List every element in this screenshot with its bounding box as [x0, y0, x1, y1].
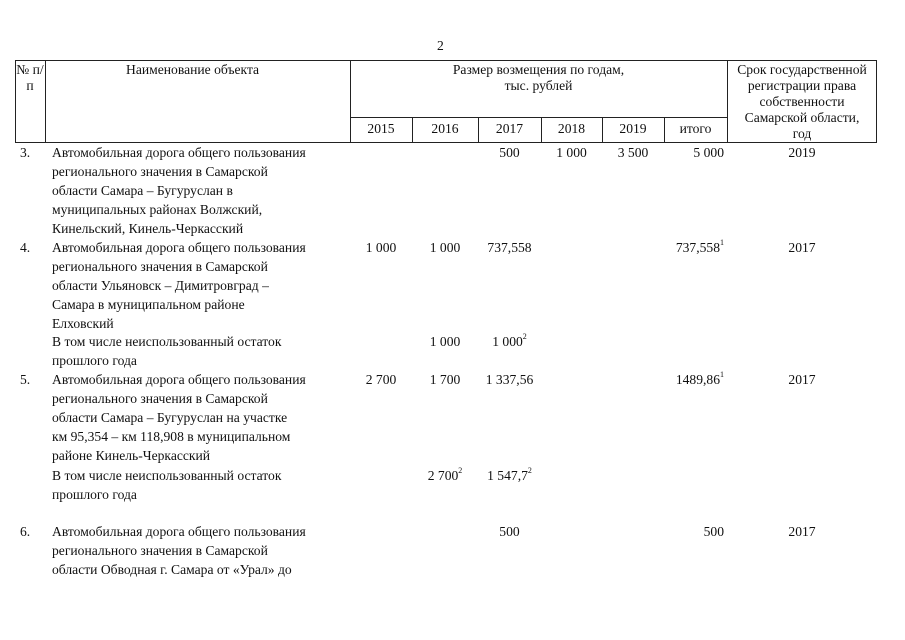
value-total: 737,558$^1$ [675, 238, 724, 255]
header-year-2017: 2017 [495, 121, 524, 136]
value-v2017: 1 337,56 [485, 372, 534, 387]
object-name-line: районе Кинель-Черкасский [52, 448, 211, 463]
value-total: 500 [703, 524, 724, 539]
value-v2015: 2 700 [365, 372, 397, 387]
value-term: 2017 [788, 240, 816, 255]
object-name-line: Самара в муниципальном районе [52, 297, 245, 312]
value-v2016: 1 000 [429, 334, 461, 349]
value-v2017: 1 547,7$^2$ [487, 466, 532, 483]
object-name-line: Автомобильная дорога общего пользования [52, 145, 306, 160]
value-v2018: 1 000 [556, 145, 587, 160]
object-name-line: прошлого года [52, 353, 137, 368]
row-number: 4. [20, 240, 31, 255]
header-num: № п/п [16, 62, 44, 93]
object-name-line: регионального значения в Самарской [52, 391, 268, 406]
header-term-line: Самарской области, [744, 110, 860, 125]
header-term-line: регистрации права [747, 78, 857, 93]
object-name-line: Елховский [52, 316, 114, 331]
object-name-line: области Самара – Бугуруслан на участке [52, 410, 288, 425]
row-number: 5. [20, 372, 31, 387]
header-year-total: итого [679, 121, 712, 136]
value-total: 5 000 [693, 145, 724, 160]
header-term-line: Срок государственной [737, 62, 867, 77]
object-name-line: Автомобильная дорога общего пользования [52, 524, 306, 539]
value-v2016: 2 $700^2$ [427, 466, 463, 483]
header-name: Наименование объекта [126, 62, 260, 77]
value-term: 2017 [788, 372, 816, 387]
col-line-num [45, 60, 46, 143]
object-name-line: Кинельский, Кинель-Черкасский [52, 221, 244, 236]
value-v2015: 1 000 [365, 240, 397, 255]
value-v2019: 3 500 [617, 145, 649, 160]
header-term-line: собственности [759, 94, 845, 109]
value-v2017: 500 [499, 145, 520, 160]
value-v2017: 500 [499, 524, 520, 539]
object-name-line: Автомобильная дорога общего пользования [52, 372, 306, 387]
value-v2016: 1 000 [429, 240, 461, 255]
years-row-divider [350, 117, 727, 118]
page-number: 2 [437, 38, 444, 53]
object-name-line: Автомобильная дорога общего пользования [52, 240, 306, 255]
value-v2017: 737,558 [487, 240, 532, 255]
value-term: 2017 [788, 524, 816, 539]
object-name-line: области Самара – Бугуруслан в [52, 183, 233, 198]
object-name-line: прошлого года [52, 487, 137, 502]
table-border-top [15, 60, 877, 61]
table-border-header-bottom [15, 142, 877, 143]
header-year-2015: 2015 [367, 121, 395, 136]
header-year-2019: 2019 [619, 121, 647, 136]
header-amount-line1: Размер возмещения по годам, [452, 62, 625, 77]
object-name-line: области Ульяновск – Димитровград – [52, 278, 269, 293]
value-v2016: 1 700 [429, 372, 461, 387]
object-name-line: регионального значения в Самарской [52, 543, 268, 558]
header-term-line: год [792, 126, 812, 141]
object-name-line: В том числе неиспользованный остаток [52, 334, 282, 349]
object-name-line: км 95,354 – км 118,908 в муниципальном [52, 429, 291, 444]
value-total: 1489,86$^1$ [675, 370, 724, 387]
header-year-2016: 2016 [431, 121, 459, 136]
row-number: 6. [20, 524, 31, 539]
object-name-line: области Обводная г. Самара от «Урал» до [52, 562, 292, 577]
value-term: 2019 [788, 145, 816, 160]
row-number: 3. [20, 145, 31, 160]
header-year-2018: 2018 [557, 121, 586, 136]
object-name-line: В том числе неиспользованный остаток [52, 468, 282, 483]
object-name-line: регионального значения в Самарской [52, 164, 268, 179]
header-amount-line2: тыс. рублей [504, 78, 573, 93]
object-name-line: регионального значения в Самарской [52, 259, 268, 274]
object-name-line: муниципальных районах Волжский, [52, 202, 263, 217]
value-v2017: 1 $000^2$ [492, 332, 527, 349]
